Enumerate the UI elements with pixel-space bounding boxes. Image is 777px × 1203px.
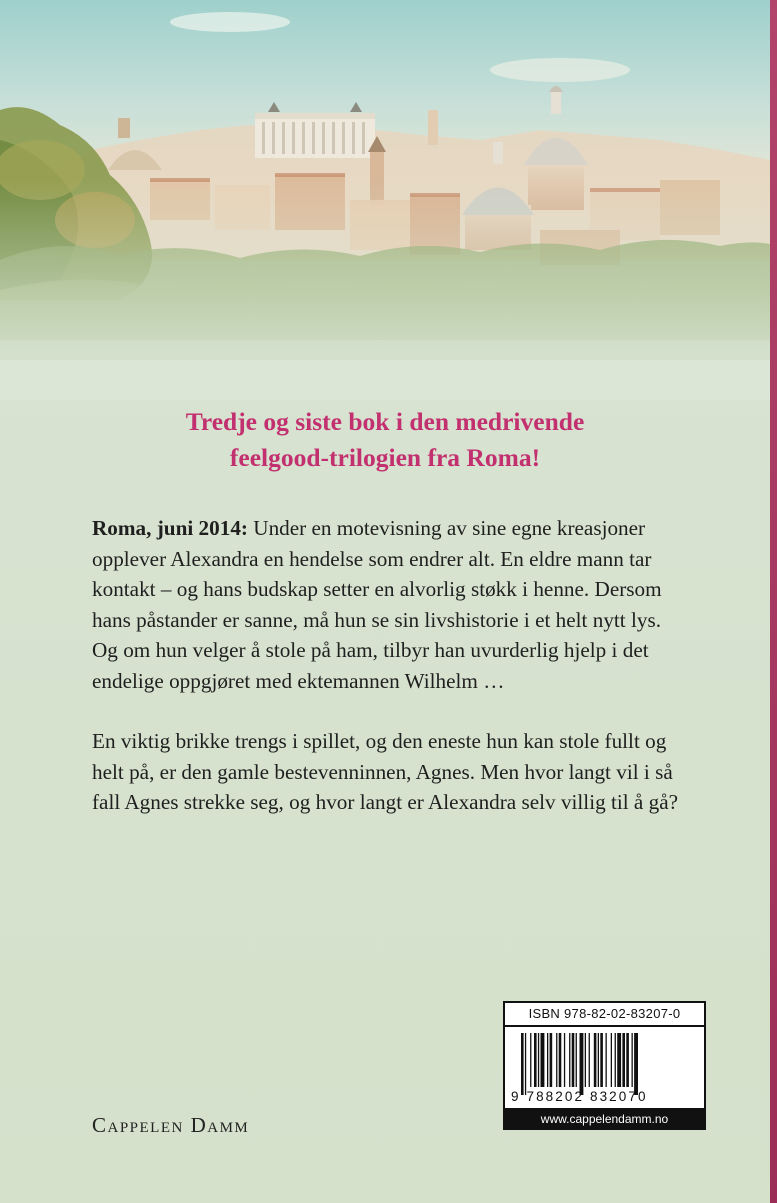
blurb-line: En viktig brikke trengs i spillet, og den eneste hun kan stole fullt og xyxy=(92,729,667,753)
publisher-url: www.cappelendamm.no xyxy=(503,1108,706,1130)
blurb-lead: Roma, juni 2014: xyxy=(92,516,248,540)
barcode-bar xyxy=(611,1033,612,1087)
blurb-line: Og om hun velger å stole på ham, tilbyr han uvurderlig hjelp i det xyxy=(92,638,649,662)
barcode-bar xyxy=(626,1033,629,1087)
barcode-bar xyxy=(521,1033,524,1095)
barcode-bar xyxy=(569,1033,570,1087)
tagline-line-1: Tredje og siste bok i den medrivende xyxy=(185,407,585,436)
barcode-bar xyxy=(534,1033,537,1087)
blurb-line: helt på, er den gamle bestevenninnen, Agnes. Men hvor langt vil i så xyxy=(92,759,673,784)
isbn-barcode-block xyxy=(503,1001,706,1130)
barcode-bar xyxy=(598,1033,599,1087)
blurb-line: endelige oppgjøret med ektemannen Wilhelm … xyxy=(92,668,505,693)
blurb-line: kontakt – og hans budskap setter en alvorlig støkk i henne. Dersom xyxy=(92,577,662,601)
barcode-bar xyxy=(606,1033,607,1087)
blurb-line: opplever Alexandra en hendelse som endrer alt. En eldre mann tar xyxy=(92,546,652,571)
barcode-bar xyxy=(615,1033,616,1087)
blurb-line: hans påstander er sanne, må hun se sin livshistorie i et helt nytt lys. xyxy=(92,607,662,632)
barcode-bar xyxy=(576,1033,577,1087)
barcode-bar xyxy=(547,1033,548,1087)
barcode-bar xyxy=(580,1033,584,1095)
isbn-label: ISBN 978-82-02-83207-0 xyxy=(505,1003,704,1027)
tagline xyxy=(0,404,770,476)
barcode-bar xyxy=(594,1033,597,1087)
blurb-line: Roma, juni 2014: Under en motevisning av sine egne kreasjoner xyxy=(92,516,646,540)
barcode-bar xyxy=(550,1033,553,1087)
barcode-bar xyxy=(600,1033,603,1087)
publisher-logo: Cappelen Damm xyxy=(92,1113,250,1137)
barcode-bar xyxy=(572,1033,575,1087)
tagline-line-2: feelgood-trilogien fra Roma! xyxy=(229,443,541,472)
barcode-bar xyxy=(589,1033,590,1087)
barcode-bar xyxy=(538,1033,539,1087)
rome-skyline-photo xyxy=(0,0,770,400)
barcode-bar xyxy=(632,1033,633,1087)
barcode-bar xyxy=(564,1033,565,1087)
blurb-line: fall Agnes strekke seg, og hvor langt er Alexandra selv villig til å gå? xyxy=(92,790,679,814)
barcode-bar xyxy=(541,1033,545,1087)
ean-digits: 9 788202 832070 xyxy=(511,1089,648,1104)
barcode-bar xyxy=(634,1033,638,1095)
blurb xyxy=(92,513,712,818)
barcode-bar xyxy=(617,1033,621,1087)
spine-edge xyxy=(770,0,777,1203)
barcode-bar xyxy=(559,1033,562,1087)
barcode-bar xyxy=(530,1033,531,1087)
barcode-bar xyxy=(585,1033,586,1087)
barcode-bar xyxy=(556,1033,557,1087)
barcode-bar xyxy=(525,1033,526,1095)
barcode-bar xyxy=(622,1033,625,1087)
